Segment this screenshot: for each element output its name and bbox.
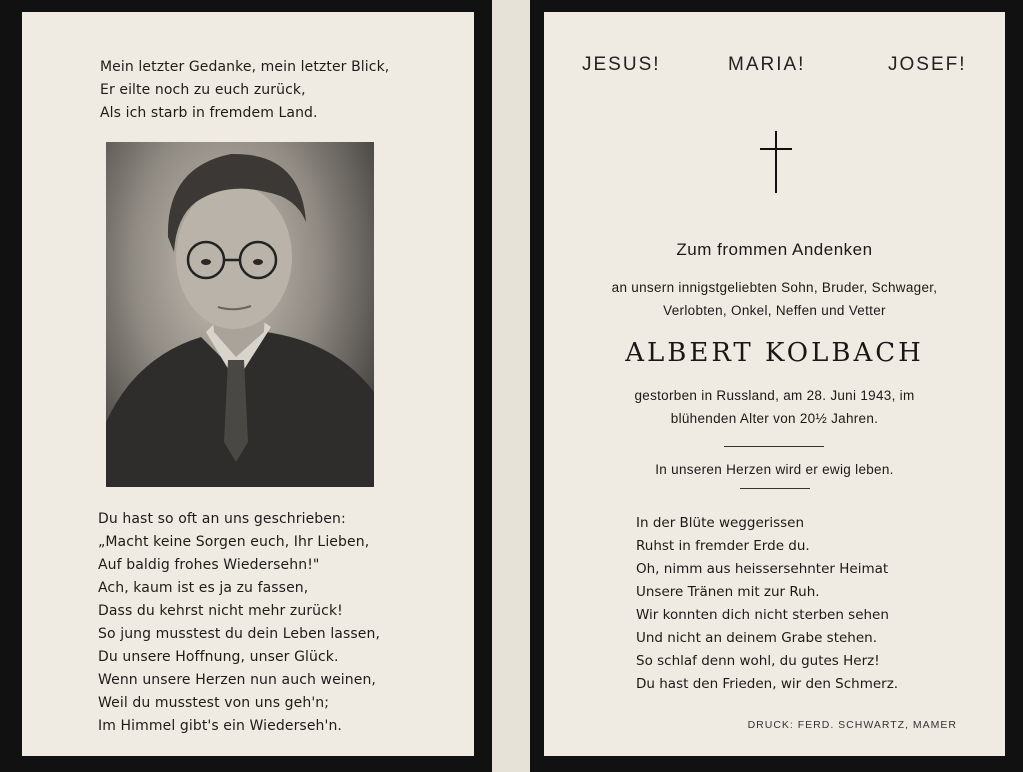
poem-line: Unsere Tränen mit zur Ruh. [636,584,820,600]
right-memorial-card [530,0,1023,772]
poem-line: Du hast den Frieden, wir den Schmerz. [636,676,899,692]
verse-line: Weil du musstest von uns geh'n; [98,695,330,711]
portrait-photo [106,142,374,487]
verse-line: Als ich starb in fremdem Land. [100,105,318,121]
left-card-inner [22,12,474,756]
portrait-illustration [106,142,374,487]
invocation-maria: MARIA! [728,54,806,75]
death-line-1: gestorben in Russland, am 28. Juni 1943, im [634,388,915,403]
poem-line: Wir konnten dich nicht sterben sehen [636,607,889,623]
verse-line: Ach, kaum ist es ja zu fassen, [98,580,309,596]
motto: In unseren Herzen wird er ewig leben. [655,462,894,477]
memorial-poem [636,512,898,696]
memorial-heading: Zum frommen Andenken [676,240,873,259]
deceased-name: ALBERT KOLBACH [625,338,924,368]
poem-line: Ruhst in fremder Erde du. [636,538,810,554]
verse-line: Im Himmel gibt's ein Wiederseh'n. [98,718,342,734]
death-line-2: blühenden Alter von 20½ Jahren. [670,411,879,426]
card-fold-gap [492,0,530,772]
verse-line: Er eilte noch zu euch zurück, [100,82,306,98]
invocation-josef: JOSEF! [888,54,967,75]
verse-line: Dass du kehrst nicht mehr zurück! [98,603,343,619]
left-memorial-card [0,0,492,772]
bottom-verse [98,508,380,738]
verse-line: Auf baldig frohes Wiedersehn!" [98,557,320,573]
invocation-jesus: JESUS! [582,54,661,75]
verse-line: Du hast so oft an uns geschrieben: [98,511,346,527]
verse-line: So jung musstest du dein Leben lassen, [98,626,381,642]
poem-line: In der Blüte weggerissen [636,515,805,531]
verse-line: Du unsere Hoffnung, unser Glück. [98,649,339,665]
relations-line-1: an unsern innigstgeliebten Sohn, Bruder, Schwager, [611,280,938,295]
divider-line [724,446,824,447]
verse-line: „Macht keine Sorgen euch, Ihr Lieben, [98,534,370,550]
cross-icon [756,127,796,197]
printer-credit: DRUCK: FERD. SCHWARTZ, MAMER [747,719,957,731]
divider-line [740,488,810,489]
poem-line: Und nicht an deinem Grabe stehen. [636,630,878,646]
relations-line-2: Verlobten, Onkel, Neffen und Vetter [663,303,886,318]
top-verse [100,56,389,125]
verse-line: Wenn unsere Herzen nun auch weinen, [98,672,376,688]
verse-line: Mein letzter Gedanke, mein letzter Blick, [100,59,390,75]
right-card-inner [544,12,1005,756]
poem-line: So schlaf denn wohl, du gutes Herz! [636,653,880,669]
poem-line: Oh, nimm aus heissersehnter Heimat [636,561,889,577]
